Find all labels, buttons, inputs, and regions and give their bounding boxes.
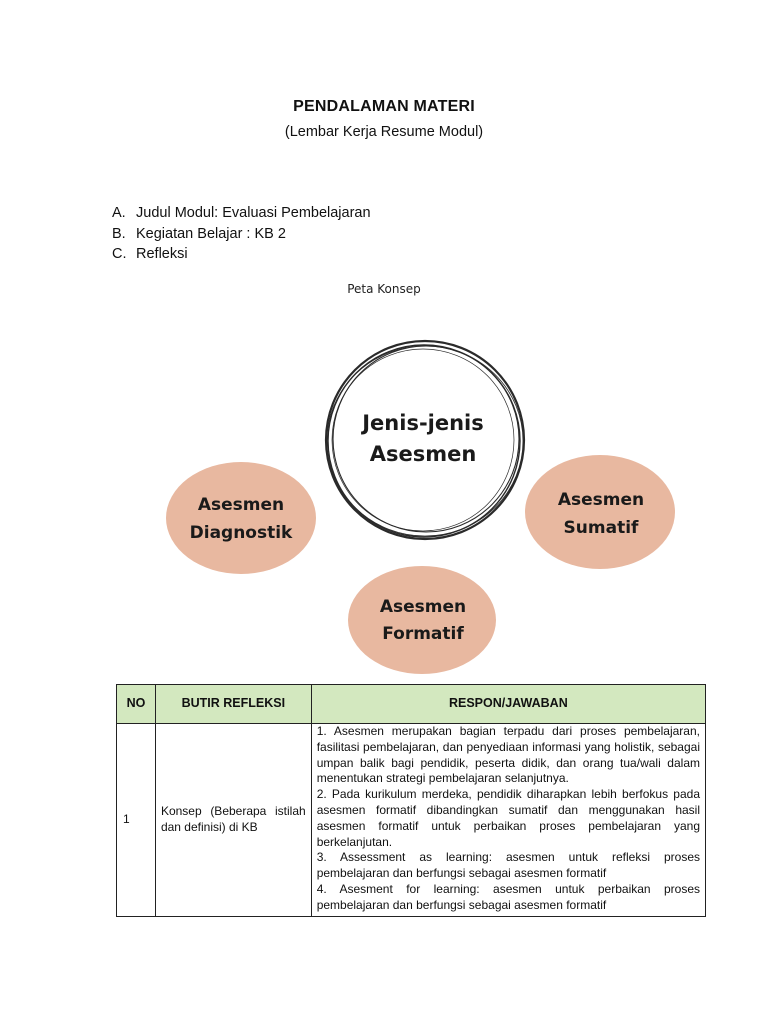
table-row [117, 724, 706, 917]
module-info-list [112, 203, 371, 265]
center-label-line1: Jenis-jenis [362, 411, 484, 435]
node-sumatif [525, 455, 675, 569]
response-item: 4. Asesment for learning: asesmen untuk perbaikan proses pembelajaran dan berfungsi sebagai asesmen formatif [316, 881, 700, 912]
response-item: 1. Asesmen merupakan bagian terpadu dari proses pembelajaran, fasilitasi pembelajaran, dan penyediaan informasi yang holistik, sebagai umpan balik bagi pendidik, peserta didik, dan orang tua/wali dalam menentukan strategi pembelajaran selanjutnya. [316, 724, 700, 786]
node-sumatif-line2: Sumatif [563, 518, 639, 538]
node-formatif-line2: Formatif [382, 624, 464, 644]
info-item-reflection [112, 244, 371, 265]
info-letter: A. [112, 205, 126, 221]
info-text: Kegiatan Belajar : KB 2 [136, 225, 286, 242]
cell-no: 1 [117, 724, 156, 917]
cell-respon [311, 724, 705, 917]
info-letter: C. [112, 246, 127, 262]
page-title: PENDALAMAN MATERI [293, 98, 475, 115]
response-item: 2. Pada kurikulum merdeka, pendidik diharapkan lebih berfokus pada asesmen formatif dibandingkan sumatif dan menggunakan hasil asesmen formatif untuk perbaikan proses pembelajaran yang berkelanjutan. [316, 787, 700, 849]
header-butir-refleksi: BUTIR REFLEKSI [155, 685, 311, 724]
reflection-table [116, 684, 706, 917]
cell-butir: Konsep (Beberapa istilah dan definisi) di KB [155, 724, 311, 917]
header-respon-jawaban: RESPON/JAWABAN [311, 685, 705, 724]
center-label-line2: Asesmen [369, 442, 477, 466]
node-formatif-line1: Asesmen [379, 597, 467, 617]
page-subtitle: (Lembar Kerja Resume Modul) [284, 124, 484, 140]
concept-map-caption: Peta Konsep [347, 282, 421, 296]
node-diagnostik-line1: Asesmen [197, 495, 285, 515]
info-text: Refleksi [136, 246, 188, 262]
concept-map [0, 325, 768, 680]
node-formatif [348, 566, 496, 674]
response-item: 3. Assessment as learning: asesmen untuk refleksi proses pembelajaran dan berfungsi sebagai asesmen formatif [316, 850, 700, 881]
info-text: Judul Modul: Evaluasi Pembelajaran [136, 205, 371, 221]
center-circle [326, 341, 524, 539]
node-sumatif-line1: Asesmen [557, 490, 645, 510]
header-no: NO [117, 685, 156, 724]
node-diagnostik-line2: Diagnostik [189, 523, 293, 543]
info-item-module-title [112, 203, 371, 224]
node-diagnostik [166, 462, 316, 574]
info-letter: B. [112, 225, 126, 242]
info-item-learning-activity [112, 224, 371, 245]
table-header-row [117, 685, 706, 724]
